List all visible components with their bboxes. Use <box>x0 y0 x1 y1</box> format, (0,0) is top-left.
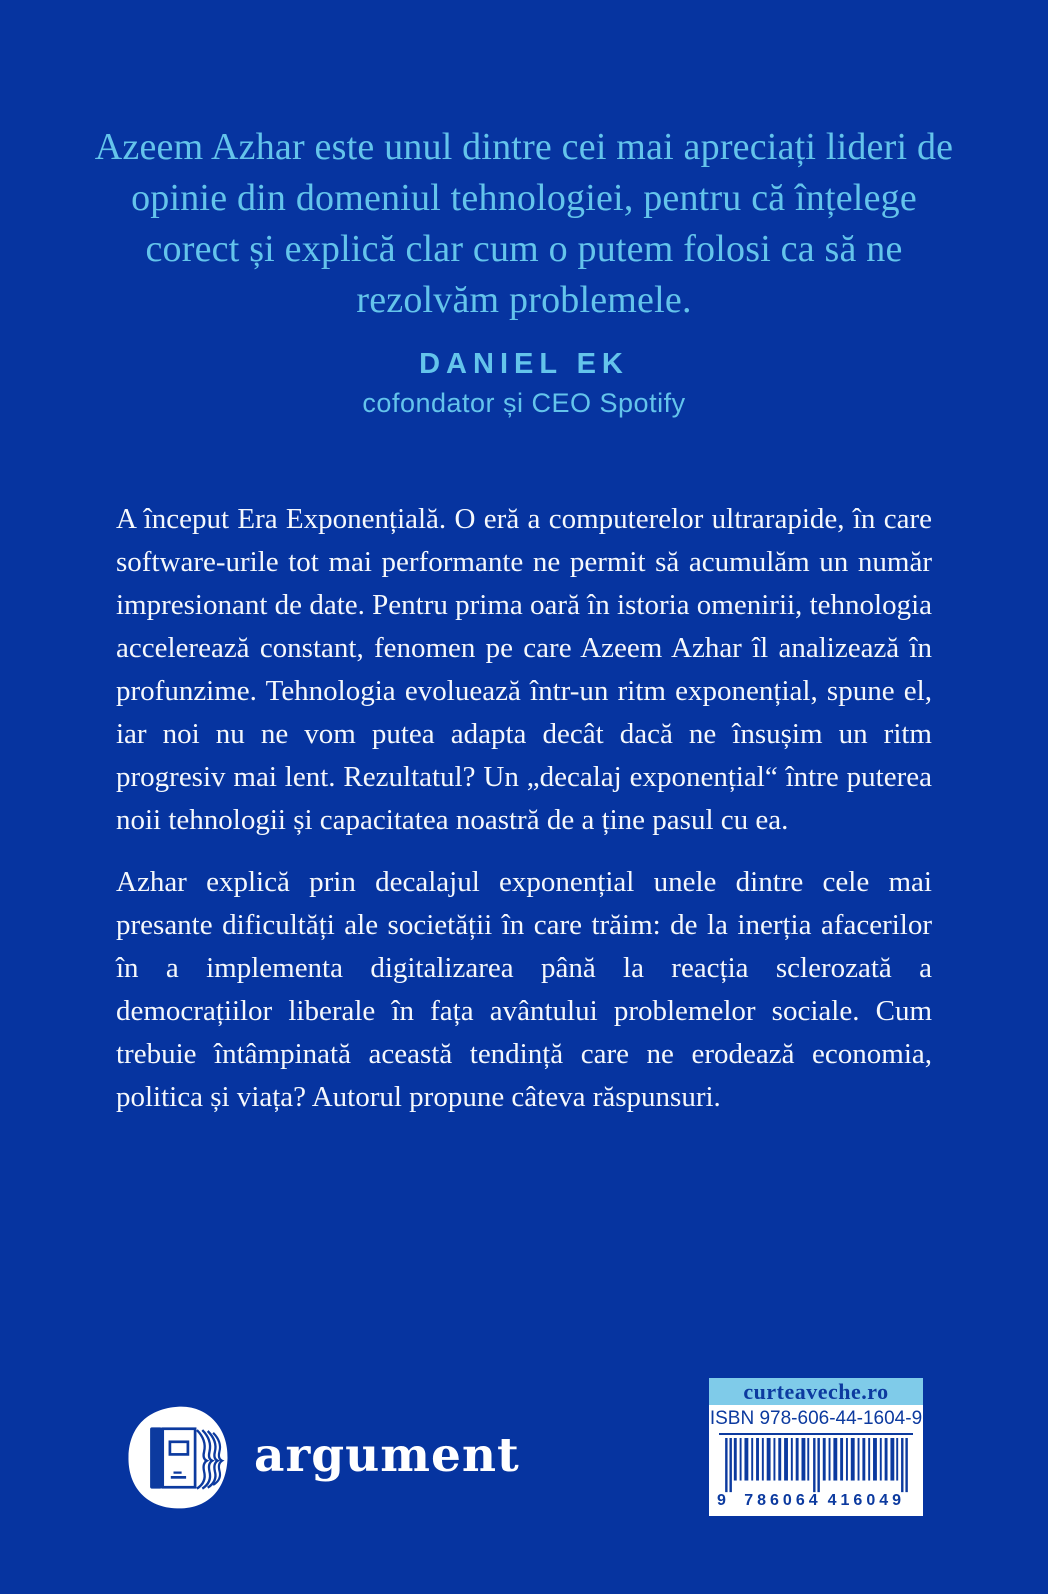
quote-author: DANIEL EK <box>419 348 629 380</box>
publisher-footer <box>124 1404 520 1512</box>
publisher-website-label: curteaveche.ro <box>709 1378 923 1405</box>
book-logo-icon <box>124 1404 232 1512</box>
isbn-label: ISBN 978-606-44-1604-9 <box>709 1408 923 1429</box>
endorsement-quote <box>92 122 956 419</box>
ean-digits <box>719 1492 913 1510</box>
ean-digit-group1: 786064 <box>744 1492 822 1509</box>
ean-digit-group2: 416049 <box>827 1492 906 1509</box>
barcode-bars-icon <box>719 1438 913 1496</box>
publisher-wordmark: argument <box>254 1427 520 1483</box>
book-description <box>116 498 932 1119</box>
description-paragraph: A început Era Exponențială. O eră a computerelor ultrarapide, în care software-urile tot mai performante ne permit să acumulăm un număr impresionant de date. Pentru prima oară în istoria omenirii, tehnologia accelerează constant, fenomen pe care Azeem Azhar îl analizează în profunzime. Tehnologia evoluează într-un ritm exponențial, spune el, iar noi nu ne vom putea adapta decât dacă ne însușim un ritm progresiv mai lent. Rezultatul? Un „decalaj exponențial“ între puterea noii tehnologii și capacitatea noastră de a ține pasul cu ea. <box>116 503 932 836</box>
barcode-card <box>709 1378 923 1516</box>
isbn-divider <box>719 1433 913 1435</box>
quote-author-role: cofondator și CEO Spotify <box>362 388 686 418</box>
description-paragraph: Azhar explică prin decalajul exponențial unele dintre cele mai presante dificultăți ale societății în care trăim: de la inerția afacerilor în a implementa digitalizarea până la reacția sclerozată a democrațiilor liberale în fața avântului problemelor sociale. Cum trebuie întâmpinată această tendință care ne erodează economia, politica și viața? Autorul propune câteva răspunsuri. <box>116 866 932 1113</box>
ean-barcode <box>719 1438 913 1514</box>
quote-text: Azeem Azhar este unul dintre cei mai apreciați lideri de opinie din domeniul tehnologiei, pentru că înțelege corect și explică clar cum o putem folosi ca să ne rezolvăm problemele. <box>94 126 954 321</box>
ean-digit-left: 9 <box>717 1492 726 1509</box>
